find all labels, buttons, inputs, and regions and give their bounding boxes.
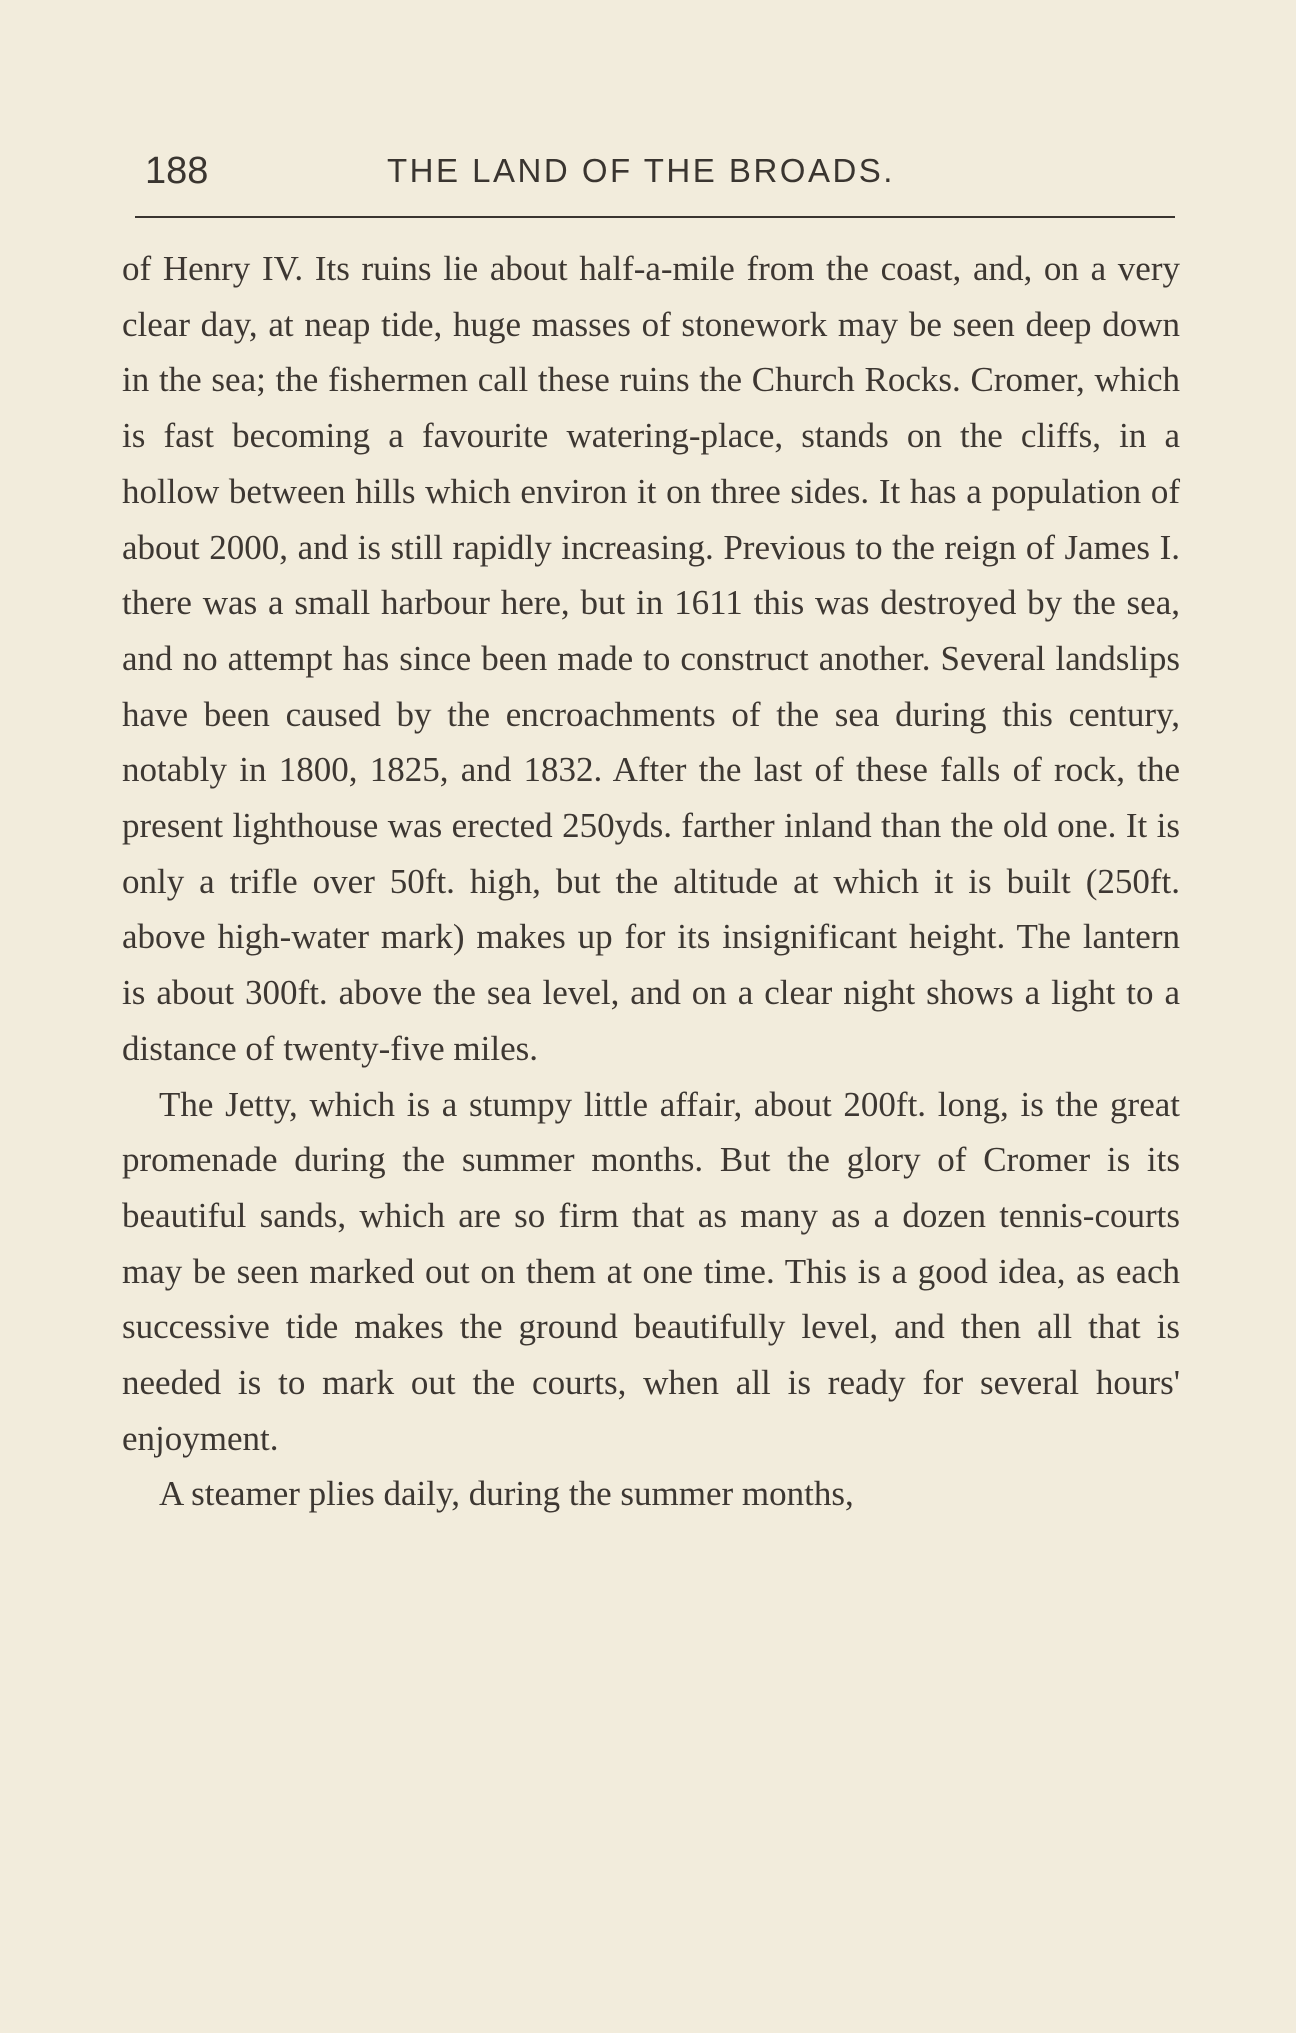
header-rule [135,216,1175,218]
paragraph: A steamer plies daily, during the summer months, [159,1474,854,1514]
running-title: THE LAND OF THE BROADS. [387,152,895,189]
paragraph: The Jetty, which is a stumpy little affair, about 200ft. long, is the great promenade during the summer months. But the glory of Cromer is its beautiful sands, which are so firm that as many as a dozen tennis-courts may be seen marked out on them at one time. This is a good idea, as each successive tide makes the ground beautifully level, and then all that is needed is to mark out the courts, when all is ready for several hours' enjoyment. [122,1084,1180,1458]
paragraph: of Henry IV. Its ruins lie about half-a-mile from the coast, and, on a very clear day, at neap tide, huge masses of stonework may be seen deep down in the sea; the fishermen call these ruins the Church Rocks. Cromer, which is fast becoming a favourite watering-place, stands on the cliffs, in a hollow between hills which environ it on three sides. It has a population of about 2000, and is still rapidly increasing. Previous to the reign of James I. there was a small harbour here, but in 1611 this was destroyed by the sea, and no attempt has since been made to construct another. Several landslips have been caused by the encroachments of the sea during this century, notably in 1800, 1825, and 1832. After the last of these falls of rock, the present lighthouse was erected 250yds. farther inland than the old one. It is only a trifle over 50ft. high, but the altitude at which it is built (250ft. above high-water mark) makes up for its insignificant height. The lantern is about 300ft. above the sea level, and on a clear night shows a light to a distance of twenty-five miles. [122,249,1180,1068]
page-number: 188 [145,150,209,192]
page-header [145,150,1175,210]
body-text [122,241,1180,1522]
